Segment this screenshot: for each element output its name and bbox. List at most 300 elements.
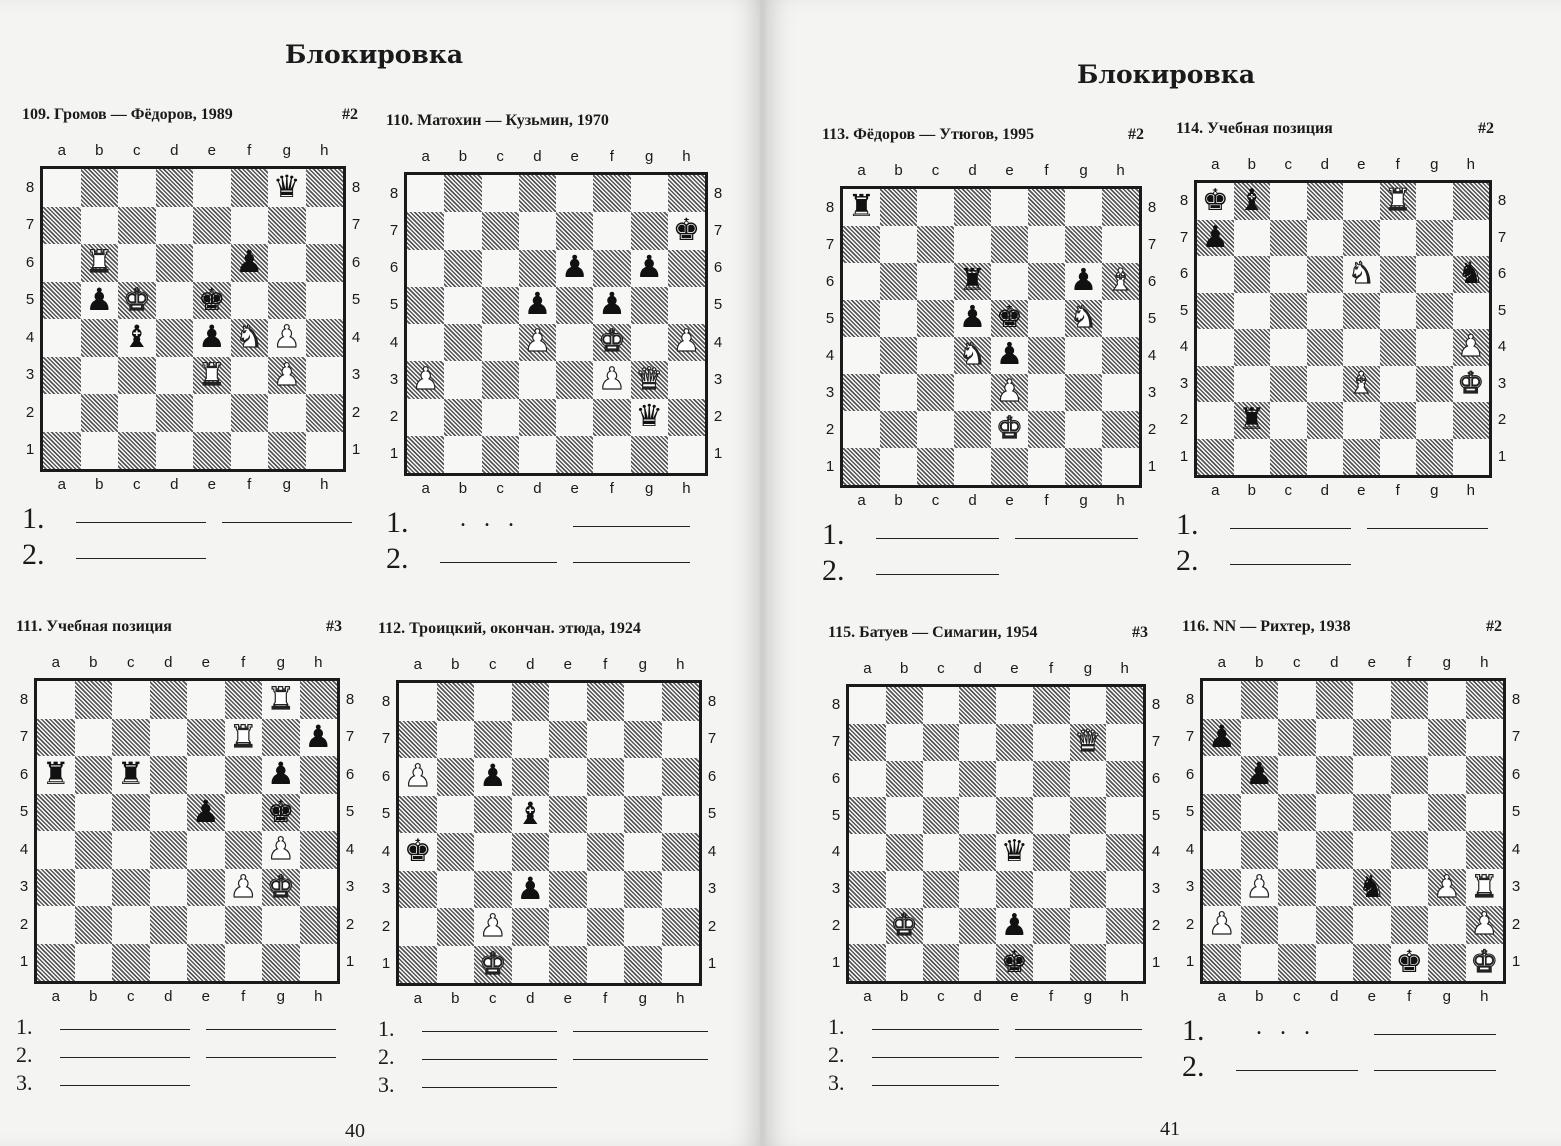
square-c2 [482,399,519,436]
square-b4 [886,834,923,871]
square-f4 [1033,834,1070,871]
page-number: 41 [1160,1118,1180,1140]
square-c1 [923,944,960,981]
puzzle-title: 116. NN — Рихтер, 1938 [1182,618,1351,635]
square-d7 [954,226,991,263]
mate-in-label: #3 [1132,624,1148,641]
move-number: 2. [16,1042,33,1067]
square-f1 [1033,944,1070,981]
file-label: d [968,162,977,179]
black-rook-icon: ♜ [1238,402,1266,438]
square-h2 [1453,402,1490,439]
square-h3 [300,869,338,907]
square-h2 [1102,411,1139,448]
answer-blank[interactable] [422,1087,557,1088]
square-b3 [886,871,923,908]
square-h1 [1453,439,1490,476]
square-b6 [880,263,917,300]
square-c2 [118,394,156,432]
puzzle-header [16,618,342,644]
file-label: g [282,476,291,493]
file-label: f [1049,660,1054,677]
square-f2 [1028,411,1065,448]
file-label: a [413,990,422,1007]
square-c7 [1270,220,1307,257]
square-h5 [300,794,338,832]
rank-label: 7 [713,221,723,239]
square-a5 [407,287,444,324]
answer-blank[interactable] [422,1059,557,1060]
file-label: h [1116,162,1125,179]
square-a3 [37,869,75,907]
square-h3 [1102,374,1139,411]
rank-label: 4 [25,328,35,346]
square-b6 [444,250,481,287]
file-label: a [1217,988,1226,1005]
square-a4 [43,319,81,357]
answer-blank[interactable] [1015,1057,1142,1058]
mate-in-label: #2 [1128,126,1144,143]
rank-label: 3 [825,383,835,401]
rank-label: 5 [1497,301,1507,319]
square-g1 [624,946,662,984]
square-a8 [399,683,437,721]
file-label: b [1247,482,1256,499]
square-f7 [1380,220,1417,257]
black-pawn-icon: ♟ [560,249,589,285]
square-c4 [112,831,150,869]
square-c6 [118,244,156,282]
square-c2 [1278,906,1316,944]
black-pawn-icon: ♟ [1201,219,1229,255]
rank-label: 2 [351,403,361,421]
rank-label: 1 [389,445,399,463]
square-g8 [1070,687,1107,724]
black-pawn-icon: ♟ [635,249,663,285]
rank-label: 3 [1185,878,1195,896]
chessboard [1194,180,1492,478]
square-h5 [306,282,344,320]
file-label: a [1211,482,1220,499]
square-d8 [519,175,556,212]
puzzle-title: 114. Учебная позиция [1176,120,1333,137]
rank-label: 1 [25,441,35,459]
square-h2 [300,906,338,944]
square-e2 [1353,906,1391,944]
file-labels-top [378,656,696,674]
puzzle-header [22,106,358,132]
square-c7 [1278,719,1316,757]
rank-label: 2 [1179,411,1189,429]
rank-label: 4 [1511,840,1521,858]
square-d1 [150,944,188,982]
square-g2 [1416,402,1453,439]
square-b7 [444,212,481,249]
answer-blank[interactable] [440,562,557,563]
rank-label: 1 [381,955,391,973]
square-f3 [1033,871,1070,908]
rank-label: 1 [1151,953,1161,971]
square-d6 [1307,256,1344,293]
square-b2 [437,908,475,946]
square-d6 [150,756,188,794]
square-a6 [407,250,444,287]
file-label: g [1430,156,1439,173]
file-label: d [526,656,535,673]
square-d5 [156,282,194,320]
rank-label: 6 [707,767,717,785]
puzzle-title: 113. Фёдоров — Утюгов, 1995 [822,126,1035,143]
answer-blank[interactable] [76,558,206,559]
rank-label: 3 [707,880,717,898]
white-queen-icon: ♛ [1074,724,1102,760]
square-c3 [482,361,519,398]
rank-labels-right [1494,183,1510,475]
rank-label: 6 [1511,765,1521,783]
square-b6 [1234,256,1271,293]
rank-label: 5 [1185,803,1195,821]
answer-line [386,542,696,578]
file-label: b [894,492,903,509]
square-h5 [1102,300,1139,337]
square-d3 [156,357,194,395]
white-king-icon: ♚ [1457,365,1485,401]
square-a5 [43,282,81,320]
answer-blank[interactable] [206,1029,336,1030]
white-knight-icon: ♞ [235,319,264,356]
black-knight-icon: ♞ [1457,256,1485,292]
answer-blank[interactable] [1015,1029,1142,1030]
file-label: c [133,142,141,159]
rank-label: 2 [345,915,355,933]
square-e1 [549,946,587,984]
square-e2 [549,908,587,946]
file-label: d [973,988,982,1005]
chessboard [404,172,708,476]
move-number: 1. [1182,1014,1205,1047]
square-c8 [923,687,960,724]
square-d3 [519,361,556,398]
file-label: f [609,480,614,497]
rank-label: 3 [389,370,399,388]
answer-blank[interactable] [206,1057,336,1058]
square-h4 [306,319,344,357]
white-pawn-icon: ♟ [1457,329,1485,365]
square-d7 [512,721,550,759]
square-h1 [1106,944,1143,981]
square-b1 [880,448,917,485]
square-h7 [1102,226,1139,263]
answer-blank[interactable] [422,1031,557,1032]
square-d3 [1307,366,1344,403]
answer-blank[interactable] [1374,1034,1496,1035]
square-f7 [587,721,625,759]
rank-labels-left [386,175,402,473]
answer-blank[interactable] [1367,528,1488,529]
rank-label: 5 [831,806,841,824]
square-b1 [1241,944,1279,982]
file-label: b [899,988,909,1005]
square-b4 [1234,329,1271,366]
white-rook-icon: ♜ [1384,183,1412,219]
answer-blank[interactable] [573,1059,708,1060]
square-g7 [1416,220,1453,257]
file-label: h [676,990,685,1007]
square-b2 [75,906,113,944]
answer-blank[interactable] [76,522,206,523]
square-a2 [843,411,880,448]
square-b2 [444,399,481,436]
square-a6 [1203,756,1241,794]
square-g4 [624,833,662,871]
file-label: f [603,656,608,673]
square-e7 [549,721,587,759]
answer-blank[interactable] [876,574,999,575]
square-c2 [923,908,960,945]
file-label: b [458,148,468,165]
square-a6 [1197,256,1234,293]
rank-label: 8 [345,690,355,708]
square-a5 [37,794,75,832]
answer-blank[interactable] [876,538,999,539]
square-d8 [959,687,996,724]
square-d7 [1307,220,1344,257]
rank-label: 7 [825,235,835,253]
chessboard [846,684,1146,984]
square-f6 [1033,761,1070,798]
answer-blank[interactable] [573,562,690,563]
rank-label: 4 [381,842,391,860]
square-a1 [843,448,880,485]
answer-blank[interactable] [1015,538,1138,539]
answer-line [828,1014,1148,1042]
answer-blank[interactable] [573,1031,708,1032]
white-king-icon: ♚ [266,868,295,905]
rank-label: 8 [1147,198,1157,216]
square-d7 [156,207,194,245]
white-knight-icon: ♞ [1347,256,1375,292]
rank-label: 7 [1511,728,1521,746]
answer-blank[interactable] [872,1029,999,1030]
rank-label: 8 [707,692,717,710]
square-g1 [631,436,668,473]
square-e4 [556,324,593,361]
square-g5 [1416,293,1453,330]
square-a1 [37,944,75,982]
rank-labels-right [1148,687,1164,981]
square-e7 [991,226,1028,263]
square-f5 [225,794,263,832]
black-king-icon: ♚ [266,793,295,830]
square-f5 [1033,797,1070,834]
file-labels-bottom [378,990,696,1008]
answer-blank[interactable] [222,522,352,523]
square-d5 [1316,794,1354,832]
square-a8 [1203,681,1241,719]
square-c4 [1270,329,1307,366]
white-king-icon: ♚ [1470,943,1499,980]
square-c5 [1278,794,1316,832]
answer-blank[interactable] [1236,1070,1358,1071]
rank-label: 4 [713,333,723,351]
move-number: 3. [828,1070,845,1095]
square-b7 [437,721,475,759]
square-h4 [1102,337,1139,374]
square-c8 [112,681,150,719]
square-d6 [512,758,550,796]
square-e2 [187,906,225,944]
answer-blank[interactable] [60,1029,190,1030]
white-king-icon: ♚ [995,411,1024,447]
square-b8 [880,189,917,226]
square-d2 [1316,906,1354,944]
square-g1 [1065,448,1102,485]
mate-in-label: #2 [342,106,358,123]
rank-label: 1 [1511,953,1521,971]
file-label: e [201,654,210,671]
answer-blank[interactable] [60,1057,190,1058]
answer-blank[interactable] [1374,1070,1496,1071]
file-label: g [644,148,654,165]
white-pawn-icon: ♟ [403,758,432,795]
rank-label: 6 [1497,265,1507,283]
rank-label: 3 [1497,374,1507,392]
answer-blank[interactable] [1230,528,1351,529]
rank-label: 7 [25,216,35,234]
rank-label: 8 [1497,192,1507,210]
file-label: d [164,988,173,1005]
square-h6 [662,758,700,796]
square-h4 [662,833,700,871]
square-c6 [917,263,954,300]
square-e6 [991,263,1028,300]
white-king-icon: ♚ [890,907,918,943]
move-number: 2. [822,554,845,587]
white-rook-icon: ♜ [197,356,226,393]
square-f8 [225,681,263,719]
rank-label: 6 [825,272,835,290]
square-d7 [519,212,556,249]
square-b2 [81,394,119,432]
rank-label: 1 [1147,457,1157,475]
square-e6 [549,758,587,796]
square-d4 [156,319,194,357]
square-d7 [959,724,996,761]
move-number: 2. [22,538,45,571]
file-label: a [413,656,422,673]
answer-blank[interactable] [872,1057,999,1058]
file-label: c [931,162,940,179]
square-b7 [75,719,113,757]
answer-blank[interactable] [573,526,690,527]
square-d8 [156,169,194,207]
square-f5 [1391,794,1429,832]
square-e2 [1343,402,1380,439]
rank-label: 7 [707,730,717,748]
square-b8 [886,687,923,724]
mate-in-label: #2 [1486,618,1502,635]
square-c5 [917,300,954,337]
black-pawn-icon: ♟ [1245,756,1274,793]
file-labels-bottom [1176,482,1486,500]
square-e6 [1353,756,1391,794]
rank-label: 8 [25,178,35,196]
square-a2 [1197,402,1234,439]
square-g8 [624,683,662,721]
square-b7 [81,207,119,245]
rank-label: 4 [1179,338,1189,356]
square-a3 [1197,366,1234,403]
square-c3 [1270,366,1307,403]
square-f8 [593,175,630,212]
answer-blank[interactable] [1230,564,1351,565]
square-d8 [1307,183,1344,220]
square-b1 [444,436,481,473]
rank-label: 2 [1147,420,1157,438]
rank-label: 2 [1511,915,1521,933]
square-h7 [1453,220,1490,257]
answer-line [828,1070,1148,1098]
square-f6 [587,758,625,796]
square-d6 [1316,756,1354,794]
white-king-icon: ♚ [598,324,626,360]
black-pawn-icon: ♟ [598,287,626,323]
square-f3 [1380,366,1417,403]
file-labels-top [22,142,340,160]
square-e7 [193,207,231,245]
answer-line [1182,1014,1502,1050]
square-g2 [1428,906,1466,944]
square-h1 [300,944,338,982]
square-b7 [1241,719,1279,757]
move-number: 1. [1176,508,1199,541]
square-e2 [556,399,593,436]
square-g2 [268,394,306,432]
rank-label: 5 [381,805,391,823]
square-e5 [549,796,587,834]
white-pawn-icon: ♟ [1207,906,1236,943]
answer-line [378,1072,714,1100]
white-pawn-icon: ♟ [411,361,440,397]
file-label: h [1466,156,1475,173]
chessboard [34,678,340,984]
square-b3 [81,357,119,395]
answer-blank[interactable] [60,1085,190,1086]
rank-label: 6 [351,253,361,271]
square-c8 [118,169,156,207]
square-f3 [1028,374,1065,411]
file-label: f [1044,492,1049,509]
square-g2 [262,906,300,944]
rank-label: 4 [831,843,841,861]
square-b4 [1241,831,1279,869]
square-d4 [512,833,550,871]
square-a4 [849,834,886,871]
rank-label: 5 [825,309,835,327]
rank-label: 1 [345,953,355,971]
square-g7 [631,212,668,249]
square-a4 [843,337,880,374]
file-label: e [1367,988,1376,1005]
mate-in-label: #2 [1478,120,1494,137]
black-king-icon: ♚ [1000,944,1028,980]
file-label: a [863,988,872,1005]
rank-label: 7 [1185,728,1195,746]
answer-blank[interactable] [872,1085,999,1086]
file-label: e [207,476,216,493]
file-label: d [968,492,977,509]
black-queen-icon: ♛ [635,398,663,434]
